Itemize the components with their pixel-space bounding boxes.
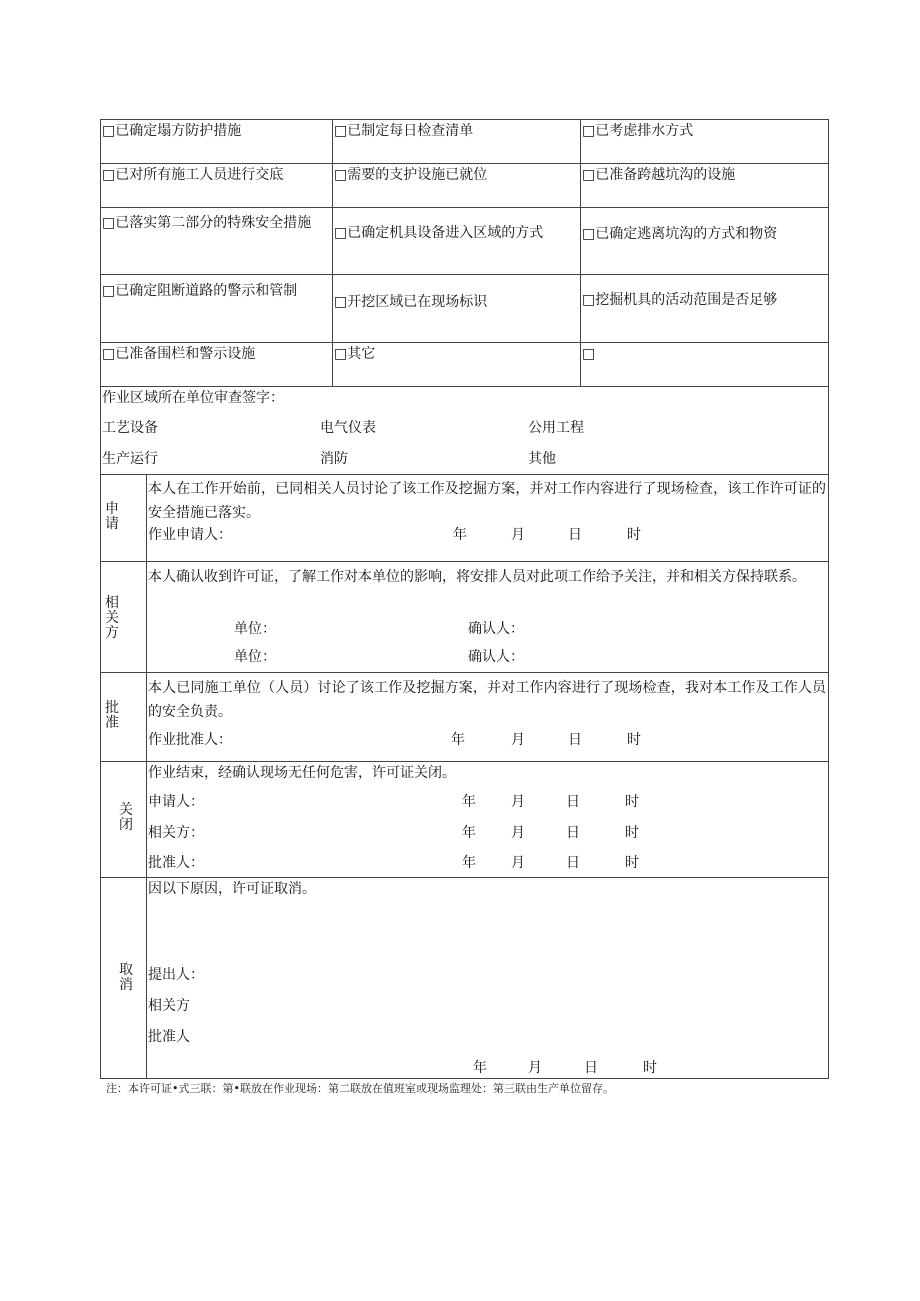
review-item-electrical: 电气仪表 bbox=[320, 420, 376, 436]
cancel-statement: 因以下原因，许可证取消。 bbox=[148, 881, 316, 897]
date-day: 日 bbox=[568, 732, 582, 748]
date-month: 月 bbox=[511, 855, 525, 871]
confirm-label: 确认人： bbox=[468, 649, 524, 665]
date-month: 月 bbox=[511, 527, 525, 543]
date-day: 日 bbox=[566, 794, 580, 810]
approve-statement: 本人已同施工单位（人员）讨论了该工作及挖掘方案，并对工作内容进行了现场检查，我对本工作及工作人员的安全负责。 bbox=[148, 680, 826, 720]
checklist-item: □已确定逃离坑沟的方式和物资 bbox=[582, 226, 778, 242]
date-year: 年 bbox=[451, 732, 465, 748]
row-divider bbox=[100, 561, 829, 562]
cancel-related-label: 相关方 bbox=[148, 998, 190, 1014]
unit-label: 单位： bbox=[234, 649, 276, 665]
review-title: 作业区域所在单位审查签字： bbox=[102, 390, 284, 406]
row-divider bbox=[100, 474, 829, 475]
date-hour: 时 bbox=[643, 1060, 657, 1076]
checklist-item: □ bbox=[582, 346, 596, 362]
date-year: 年 bbox=[462, 794, 476, 810]
date-hour: 时 bbox=[627, 732, 641, 748]
checklist-item: □已落实第二部分的特殊安全措施 bbox=[102, 215, 312, 231]
date-month: 月 bbox=[511, 825, 525, 841]
checklist-item: □已确定塌方防护措施 bbox=[102, 123, 242, 139]
checklist-item: □已考虑排水方式 bbox=[582, 123, 694, 139]
section-label-close: 关 闭 bbox=[119, 802, 133, 833]
section-label-approve: 批 准 bbox=[105, 700, 119, 731]
date-year: 年 bbox=[473, 1060, 487, 1076]
section-label-apply: 申 请 bbox=[105, 501, 119, 532]
confirm-label: 确认人： bbox=[468, 621, 524, 637]
checklist-divider-1 bbox=[332, 119, 333, 386]
date-day: 日 bbox=[584, 1060, 598, 1076]
footnote: 注：本许可证•式三联：第•联放在作业现场：第二联放在值班室或现场监理处：第三联由生产单位留存。 bbox=[106, 1082, 614, 1095]
close-statement: 作业结束，经确认现场无任何危害，许可证关闭。 bbox=[148, 765, 456, 781]
date-year: 年 bbox=[462, 825, 476, 841]
applicant-label: 作业申请人： bbox=[148, 527, 232, 543]
date-day: 日 bbox=[568, 527, 582, 543]
row-divider bbox=[100, 342, 829, 343]
checklist-item: □已准备围栏和警示设施 bbox=[102, 346, 256, 362]
table-border-right bbox=[828, 119, 829, 1079]
row-divider bbox=[100, 877, 829, 878]
checklist-item: □需要的支护设施已就位 bbox=[334, 167, 488, 183]
row-divider bbox=[100, 207, 829, 208]
side-column-divider bbox=[146, 474, 147, 1079]
date-day: 日 bbox=[566, 825, 580, 841]
review-item-other: 其他 bbox=[528, 451, 556, 467]
row-divider bbox=[100, 163, 829, 164]
row-divider bbox=[100, 386, 829, 387]
checklist-divider-2 bbox=[580, 119, 581, 386]
date-month: 月 bbox=[528, 1060, 542, 1076]
date-month: 月 bbox=[511, 794, 525, 810]
close-related-label: 相关方： bbox=[148, 825, 204, 841]
date-hour: 时 bbox=[625, 794, 639, 810]
checklist-item: □其它 bbox=[334, 346, 376, 362]
close-approver-label: 批准人： bbox=[148, 855, 204, 871]
close-applicant-label: 申请人： bbox=[148, 794, 204, 810]
related-statement: 本人确认收到许可证，了解工作对本单位的影响，将安排人员对此项工作给予关注，并和相关方保持联系。 bbox=[148, 569, 806, 585]
table-border-top bbox=[100, 119, 829, 120]
cancel-approver-label: 批准人 bbox=[148, 1029, 190, 1045]
date-hour: 时 bbox=[625, 825, 639, 841]
date-year: 年 bbox=[462, 855, 476, 871]
row-divider bbox=[100, 761, 829, 762]
checklist-item: □开挖区域已在现场标识 bbox=[334, 294, 488, 310]
table-border-left bbox=[100, 119, 101, 1079]
row-divider bbox=[100, 274, 829, 275]
date-hour: 时 bbox=[627, 527, 641, 543]
row-divider bbox=[100, 672, 829, 673]
checklist-item: □已确定机具设备进入区域的方式 bbox=[334, 225, 544, 241]
checklist-item: □挖掘机具的活动范围是否足够 bbox=[582, 292, 778, 308]
review-item-process: 工艺设备 bbox=[102, 420, 158, 436]
date-day: 日 bbox=[566, 855, 580, 871]
approver-label: 作业批准人： bbox=[148, 732, 232, 748]
checklist-item: □已对所有施工人员进行交底 bbox=[102, 167, 284, 183]
table-border-bottom bbox=[100, 1078, 829, 1079]
section-label-related: 相 关 方 bbox=[105, 595, 119, 641]
review-item-utilities: 公用工程 bbox=[528, 420, 584, 436]
review-item-operation: 生产运行 bbox=[102, 451, 158, 467]
checklist-item: □已准备跨越坑沟的设施 bbox=[582, 167, 736, 183]
apply-statement: 本人在工作开始前，已同相关人员讨论了该工作及挖掘方案，并对工作内容进行了现场检查，该工作许可证的安全措施已落实。 bbox=[148, 481, 826, 521]
unit-label: 单位： bbox=[234, 621, 276, 637]
date-hour: 时 bbox=[625, 855, 639, 871]
date-year: 年 bbox=[453, 527, 467, 543]
section-label-cancel: 取 消 bbox=[119, 962, 133, 993]
checklist-item: □已制定每日检查清单 bbox=[334, 123, 474, 139]
proposer-label: 提出人： bbox=[148, 967, 204, 983]
review-item-fire: 消防 bbox=[320, 451, 348, 467]
checklist-item: □已确定阻断道路的警示和管制 bbox=[102, 283, 298, 299]
date-month: 月 bbox=[511, 732, 525, 748]
